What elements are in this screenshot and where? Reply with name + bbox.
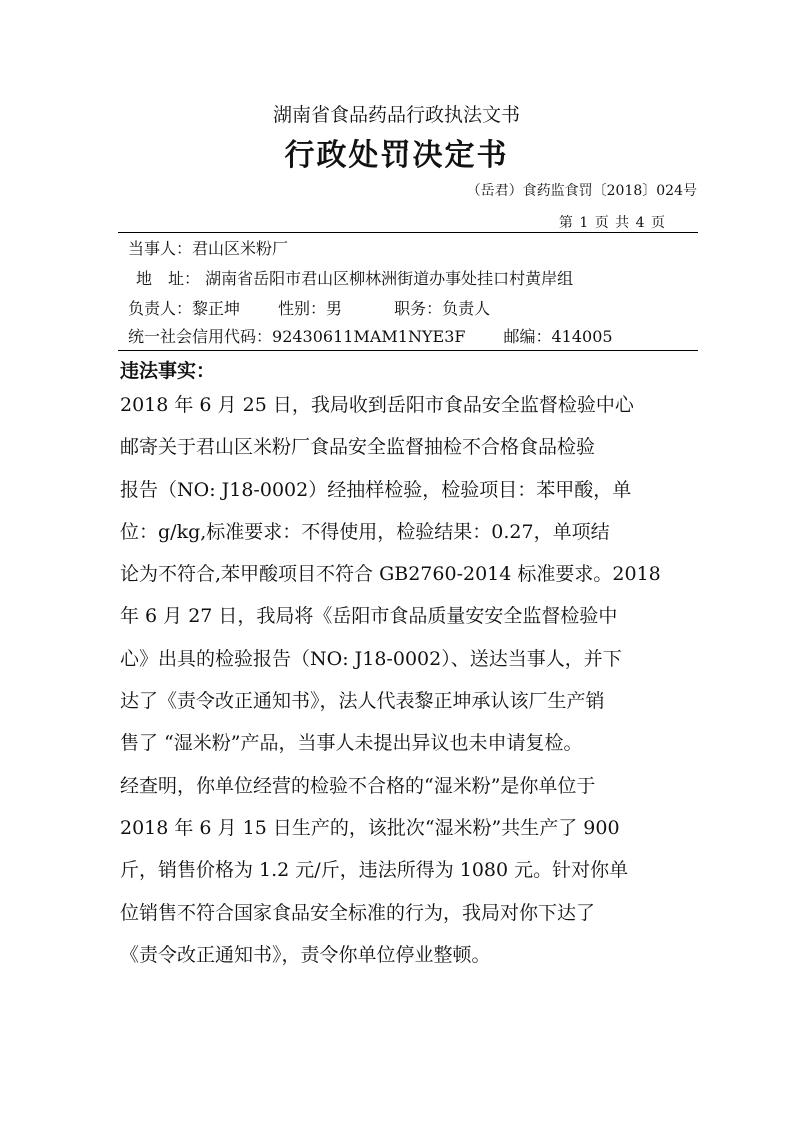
person-label: 负责人： bbox=[128, 299, 193, 318]
party-name-row bbox=[128, 236, 288, 259]
facts-line: 论为不符合,苯甲酸项目不符合 GB2760-2014 标准要求。2018 bbox=[120, 563, 661, 586]
credit-label: 统一社会信用代码： bbox=[128, 327, 273, 346]
party-address: 湖南省岳阳市君山区柳林洲街道办事处挂口村黄岸组 bbox=[205, 269, 574, 288]
postal-code: 414005 bbox=[551, 327, 613, 346]
postal-label: 邮编： bbox=[503, 327, 552, 346]
facts-line: 售了 “湿米粉”产品，当事人未提出异议也未申请复检。 bbox=[120, 732, 583, 755]
facts-line: 经查明，你单位经营的检验不合格的“湿米粉”是你单位于 bbox=[120, 774, 596, 797]
person-name: 黎正坤 bbox=[192, 299, 241, 318]
facts-line: 《责令改正通知书》，责令你单位停业整顿。 bbox=[120, 943, 491, 966]
facts-line: 心》出具的检验报告（NO: J18-0002）、送达当事人，并下 bbox=[120, 647, 622, 670]
facts-line: 邮寄关于君山区米粉厂食品安全监督抽检不合格食品检验 bbox=[120, 436, 596, 459]
facts-line: 报告（NO: J18-0002）经抽样检验，检验项目：苯甲酸，单 bbox=[120, 478, 632, 501]
position-value: 负责人 bbox=[442, 299, 491, 318]
party-name: 君山区米粉厂 bbox=[192, 239, 289, 258]
party-credit-row bbox=[128, 324, 613, 347]
facts-line: 位销售不符合国家食品安全标准的行为，我局对你下达了 bbox=[120, 901, 596, 924]
facts-line: 2018 年 6 月 25 日，我局收到岳阳市食品安全监督检验中心 bbox=[120, 394, 634, 416]
facts-body bbox=[120, 384, 680, 976]
facts-line: 达了《责令改正通知书》，法人代表黎正坤承认该厂生产销 bbox=[120, 690, 605, 713]
gender-label: 性别： bbox=[278, 299, 327, 318]
bottom-divider bbox=[118, 350, 698, 351]
facts-line: 2018 年 6 月 15 日生产的，该批次“湿米粉”共生产了 900 bbox=[120, 816, 620, 839]
facts-line: 年 6 月 27 日，我局将《岳阳市食品质量安安全监督检验中 bbox=[120, 605, 618, 628]
position-label: 职务： bbox=[394, 299, 443, 318]
party-address-row bbox=[136, 266, 573, 289]
facts-heading: 违法事实： bbox=[120, 360, 216, 382]
document-subtitle: 湖南省食品药品行政执法文书 bbox=[272, 104, 520, 126]
top-divider bbox=[118, 232, 698, 233]
document-number: （岳君）食药监食罚〔2018〕024号 bbox=[466, 183, 697, 199]
credit-code: 92430611MAM1NYE3F bbox=[272, 327, 466, 346]
gender-value: 男 bbox=[326, 299, 343, 318]
document-title: 行政处罚决定书 bbox=[284, 138, 509, 173]
party-address-label: 地 址： bbox=[136, 269, 201, 288]
facts-line: 斤，销售价格为 1.2 元/斤，违法所得为 1080 元。针对你单 bbox=[120, 859, 629, 882]
party-person-row bbox=[128, 296, 490, 319]
party-name-label: 当事人： bbox=[128, 239, 193, 258]
facts-line: 位：g/kg,标准要求：不得使用，检验结果：0.27，单项结 bbox=[120, 520, 610, 543]
page-indicator: 第 1 页 共 4 页 bbox=[558, 215, 665, 231]
